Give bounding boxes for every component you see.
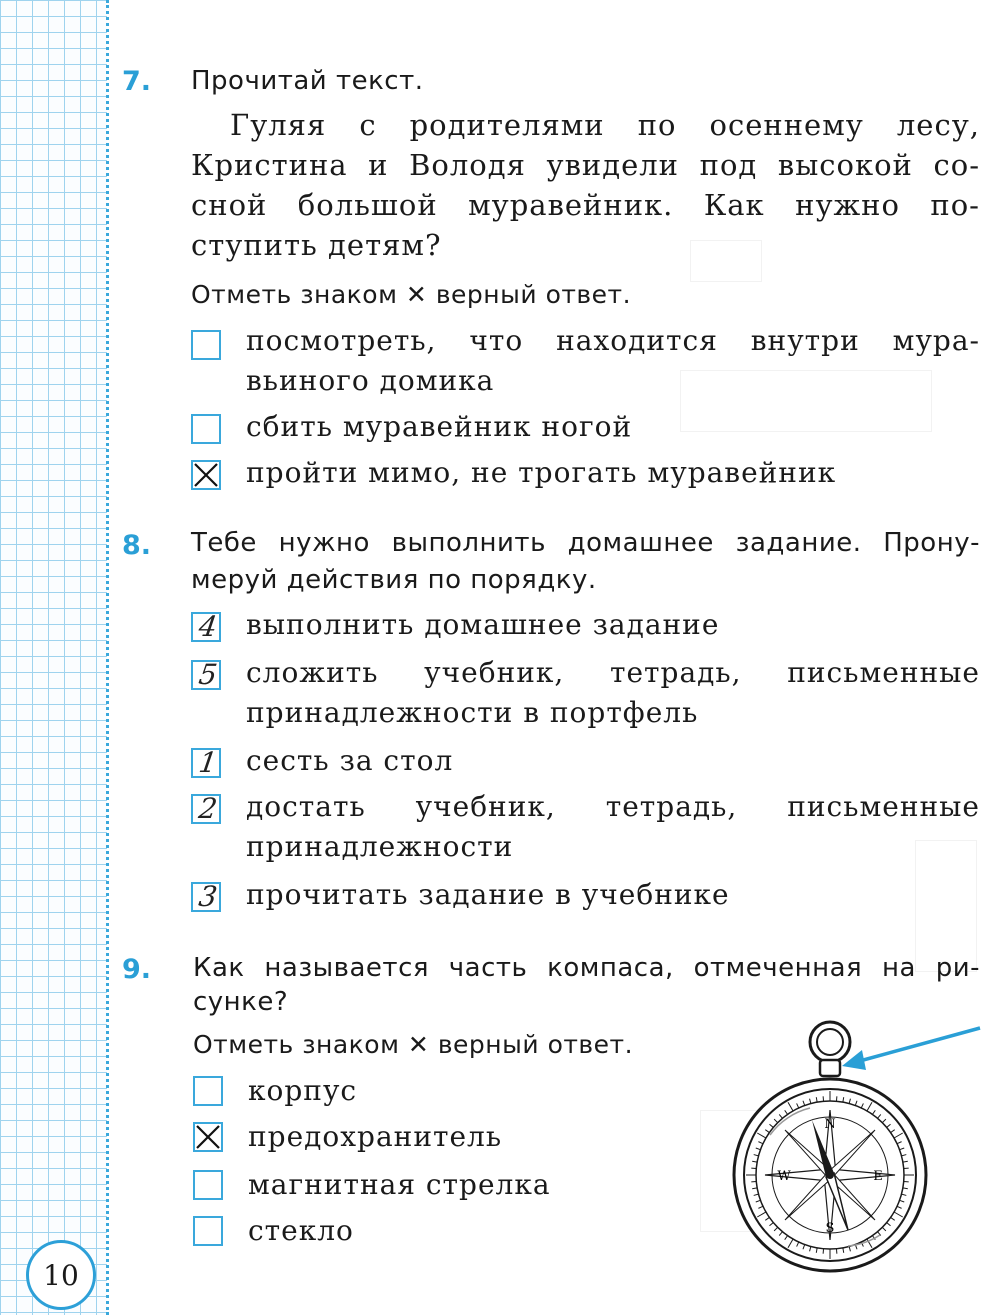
compass-label-w: W xyxy=(777,1169,791,1184)
q7-text-line-4: ступить детям? xyxy=(191,228,442,262)
q9-option-1-checkbox[interactable] xyxy=(193,1076,223,1106)
q8-item-2-box[interactable] xyxy=(191,660,221,690)
q9-option-2-label: предохранитель xyxy=(248,1120,503,1153)
q7-text-line-1: Гуляя с родителями по осеннему лесу, xyxy=(230,108,980,142)
q9-option-1-label: корпус xyxy=(248,1074,358,1107)
q7-option-1-line-1: посмотреть, что находится внутри мура- xyxy=(246,324,980,357)
compass-illustration xyxy=(730,1010,990,1280)
q9-instruction-line-2: сунке? xyxy=(193,987,289,1017)
q7-option-3-checkbox[interactable] xyxy=(191,460,221,490)
q8-item-2-line-2: принадлежности в портфель xyxy=(246,696,699,729)
q7-option-1-checkbox[interactable] xyxy=(191,330,221,360)
q9-mark-instruction: Отметь знаком ✕ верный ответ. xyxy=(193,1030,634,1059)
q9-option-3-label: магнитная стрелка xyxy=(248,1168,551,1201)
compass-label-n: N xyxy=(824,1117,836,1132)
q8-item-2-value: 5 xyxy=(196,658,220,691)
checkmark-cross-icon xyxy=(195,1124,221,1150)
q8-item-4-box[interactable] xyxy=(191,794,221,824)
q8-item-5-value: 3 xyxy=(196,880,220,913)
q8-instruction-line-2: меруй действия по порядку. xyxy=(191,565,597,595)
q8-item-4-line-1: достать учебник, тетрадь, письменные xyxy=(246,790,980,823)
q7-text-line-3: сной большой муравейник. Как нужно по- xyxy=(191,188,980,222)
q9-option-4-checkbox[interactable] xyxy=(193,1216,223,1246)
compass-label-s: S xyxy=(825,1221,835,1236)
cross-icon: ✕ xyxy=(405,280,428,309)
q7-option-2-label: сбить муравейник ногой xyxy=(246,410,633,443)
grid-margin-edge xyxy=(106,0,109,1315)
cross-icon: ✕ xyxy=(407,1030,430,1059)
q9-instruction-line-1: Как называется часть компаса, отмеченная на ри- xyxy=(193,953,980,983)
q8-item-1-value: 4 xyxy=(196,610,220,643)
q8-number: 8. xyxy=(122,530,152,561)
q7-number: 7. xyxy=(122,66,152,97)
q7-option-1-line-2: вьиного домика xyxy=(246,364,495,397)
q7-text-line-2: Кристина и Володя увидели под высокой со- xyxy=(191,148,980,182)
q8-item-1-label: выполнить домашнее задание xyxy=(246,608,720,641)
q9-option-3-checkbox[interactable] xyxy=(193,1170,223,1200)
q8-instruction-line-1: Тебе нужно выполнить домашнее задание. Прону- xyxy=(191,528,980,558)
q8-item-3-value: 1 xyxy=(196,746,220,779)
checkmark-cross-icon xyxy=(193,462,219,488)
q7-option-2-checkbox[interactable] xyxy=(191,414,221,444)
compass-label-e: E xyxy=(873,1169,883,1184)
q8-item-3-label: сесть за стол xyxy=(246,744,454,777)
q8-item-2-line-1: сложить учебник, тетрадь, письменные xyxy=(246,656,980,689)
q8-item-3-box[interactable] xyxy=(191,748,221,778)
q7-mark-instruction: Отметь знаком ✕ верный ответ. xyxy=(191,280,632,309)
q8-item-1-box[interactable] xyxy=(191,612,221,642)
q8-item-5-box[interactable] xyxy=(191,882,221,912)
q7-option-3-label: пройти мимо, не трогать муравейник xyxy=(246,456,837,489)
q8-item-4-value: 2 xyxy=(196,792,220,825)
q9-option-4-label: стекло xyxy=(248,1214,354,1247)
q9-number: 9. xyxy=(122,954,152,985)
q9-option-2-checkbox[interactable] xyxy=(193,1122,223,1152)
q8-item-5-label: прочитать задание в учебнике xyxy=(246,878,730,911)
q7-instruction: Прочитай текст. xyxy=(191,66,424,96)
page-number: 10 xyxy=(26,1240,96,1310)
grid-margin xyxy=(0,0,107,1315)
q8-item-4-line-2: принадлежности xyxy=(246,830,514,863)
